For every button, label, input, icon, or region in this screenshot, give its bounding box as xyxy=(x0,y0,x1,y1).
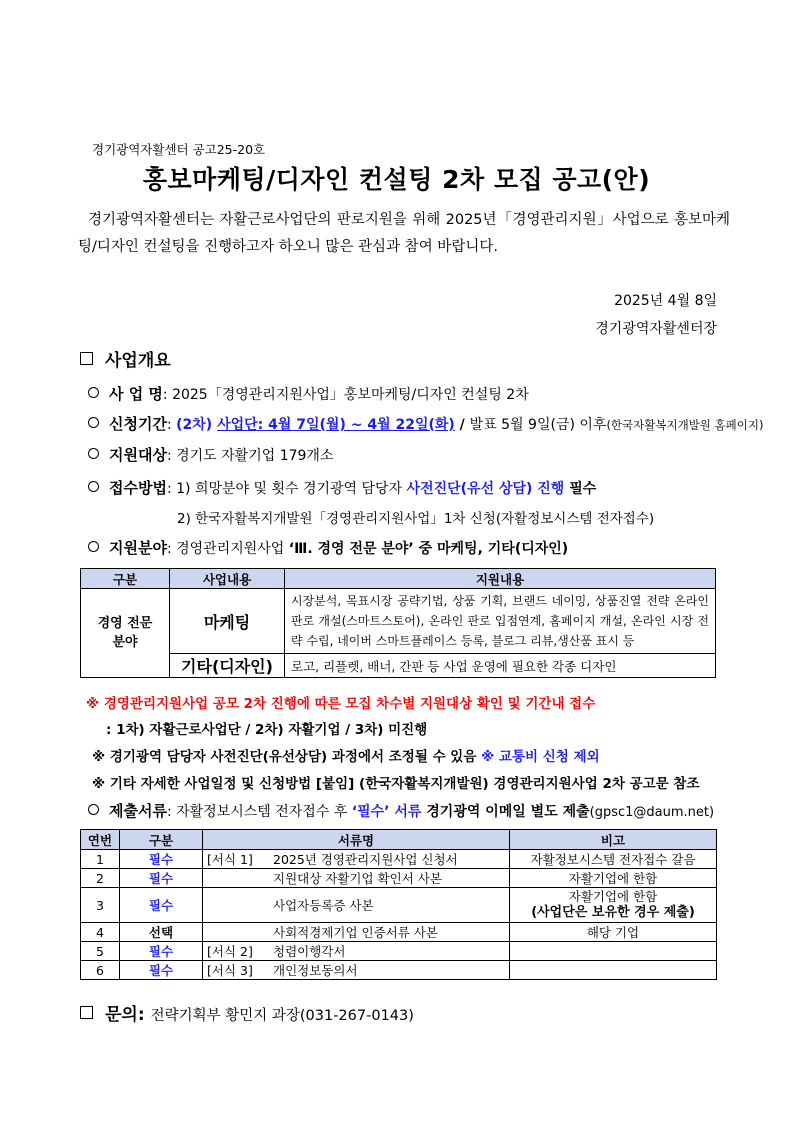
overview-section-heading: 사업개요 xyxy=(80,346,171,371)
target-line: 지원대상: 경기도 자활기업 179개소 xyxy=(88,444,333,465)
contact-line: 문의: 전략기획부 황민지 과장(031-267-0143) xyxy=(80,1000,414,1025)
table-row: 5 필수 [서식 2] 청렴이행각서 xyxy=(81,942,717,961)
header-category: 구분 xyxy=(81,569,170,589)
header-type: 구분 xyxy=(120,830,203,850)
circle-bullet-icon xyxy=(88,387,99,398)
checkbox-square-icon xyxy=(80,1006,93,1019)
category-cell: 경영 전문 분야 xyxy=(81,589,170,678)
documents-table xyxy=(80,829,717,980)
circle-bullet-icon xyxy=(88,481,99,492)
table-row: 4 선택 사회적경제기업 인증서류 사본 해당 기업 xyxy=(81,923,717,942)
issuer: 경기광역자활센터장 xyxy=(595,321,717,337)
support-table xyxy=(80,568,716,678)
header-no: 연번 xyxy=(81,830,120,850)
intro-paragraph: 경기광역자활센터는 자활근로사업단의 판로지원을 위해 2025년「경영관리지원」사업으로 홍보마케팅/디자인 컨설팅을 진행하고자 하오니 많은 관심과 참여 바랍니다. xyxy=(78,212,730,255)
content-marketing: 시장분석, 목표시장 공략기법, 상품 기획, 브랜드 네이밍, 상품진열 전략 온라인 판로 개설(스마트스토어), 온라인 판로 입점연계, 홈페이지 개설, 온라인 시장 전략 수립, 네이버 스마트플레이스 등록, 블로그 리뷰,생산품 표시 등 xyxy=(285,589,716,654)
note-recruit-sub: : 1차) 자활근로사업단 / 2차) 자활기업 / 3차) 미진행 xyxy=(106,722,428,738)
note-reference: ※ 기타 자세한 사업일정 및 신청방법 [붙임] (한국자활복지개발원) 경영관리지원사업 2차 공고문 참조 xyxy=(92,776,700,792)
header-business: 사업내용 xyxy=(170,569,285,589)
circle-bullet-icon xyxy=(88,448,99,459)
documents-line: 제출서류: 자활정보시스템 전자접수 후 ‘필수’ 서류 경기광역 이메일 별도 제출(gpsc1@daum.net) xyxy=(88,800,714,821)
circle-bullet-icon xyxy=(88,804,99,815)
circle-bullet-icon xyxy=(88,417,99,428)
table-row: 3 필수 사업자등록증 사본 자활기업에 한함 (사업단은 보유한 경우 제출) xyxy=(81,888,717,923)
notice-number: 경기광역자활센터 공고25-20호 xyxy=(92,142,266,157)
checkbox-square-icon xyxy=(80,352,93,365)
circle-bullet-icon xyxy=(88,541,99,552)
table-row: 6 필수 [서식 3] 개인정보동의서 xyxy=(81,961,717,980)
period-line: 신청기간: (2차) 사업단: 4월 7일(월) ~ 4월 22일(화) / 발표 5월 9일(금) 이후(한국자활복지개발원 홈페이지) xyxy=(88,413,763,434)
business-name-line: 사 업 명: 2025「경영관리지원사업」홍보마케팅/디자인 컨설팅 2차 xyxy=(88,383,529,404)
header-support: 지원내용 xyxy=(285,569,716,589)
header-note: 비고 xyxy=(510,830,717,850)
table-row: 2 필수 지원대상 자활기업 확인서 사본 자활기업에 한함 xyxy=(81,869,717,888)
item-design: 기타(디자인) xyxy=(170,654,285,678)
header-doc: 서류명 xyxy=(203,830,510,850)
content-design: 로고, 리플렛, 배너, 간판 등 사업 운영에 필요한 각종 디자인 xyxy=(285,654,716,678)
note-recruit: ※ 경영관리지원사업 공모 2차 진행에 따른 모집 차수별 지원대상 확인 및 기간내 접수 xyxy=(86,696,596,712)
method-step2: 2) 한국자활복지개발원「경영관리지원사업」1차 신청(자활정보시스템 전자접수) xyxy=(177,511,655,527)
note-adjust: ※ 경기광역 담당자 사전진단(유선상담) 과정에서 조정될 수 있음 ※ 교통비 신청 제외 xyxy=(92,749,600,765)
method-line: 접수방법: 1) 희망분야 및 횟수 경기광역 담당자 사전진단(유선 상담) 진행 필수 xyxy=(88,477,596,498)
notice-date: 2025년 4월 8일 xyxy=(614,293,717,309)
item-marketing: 마케팅 xyxy=(170,589,285,654)
page-title: 홍보마케팅/디자인 컨설팅 2차 모집 공고(안) xyxy=(142,165,651,194)
field-line: 지원분야: 경영관리지원사업 ‘Ⅲ. 경영 전문 분야’ 중 마케팅, 기타(디자인) xyxy=(88,537,568,558)
table-row: 1 필수 [서식 1] 2025년 경영관리지원사업 신청서 자활정보시스템 전자접수 갈음 xyxy=(81,850,717,869)
